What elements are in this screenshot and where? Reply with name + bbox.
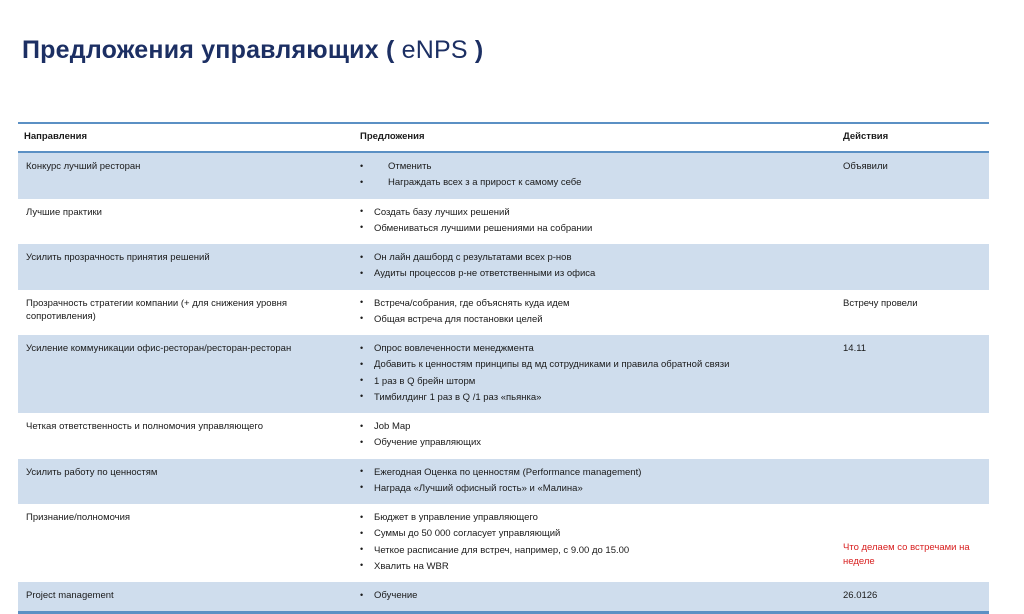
title-enps: eNPS [394,36,468,64]
table-row [18,413,989,459]
table-row [18,244,989,290]
column-header-directions: Направления [18,123,348,152]
action-text: Встречу провели [843,297,918,309]
proposal-bullet-item: • Общая встреча для постановки целей [360,313,827,327]
action-text: 14.11 [843,343,867,354]
cell-direction: Четкая ответственность и полномочия управляющего [18,413,348,459]
action-text-highlighted: Что делаем со встречами на неделе [843,542,970,568]
column-header-actions: Действия [833,123,989,152]
proposal-bullet-item: • Создать базу лучших решений [360,206,827,220]
proposals-table [18,122,989,614]
cell-direction: Лучшие практики [18,199,348,245]
cell-proposals [348,199,833,245]
cell-action [833,504,989,582]
proposal-bullet-item: • Опрос вовлеченности менеджмента [360,342,827,356]
proposal-bullet-item: • Награда «Лучший офисный гость» и «Малина» [360,482,827,496]
proposal-bullet-item: • Хвалить на WBR [360,560,827,574]
table-row [18,582,989,613]
cell-proposals [348,582,833,613]
proposal-bullet-item: • Ежегодная Оценка по ценностям (Performance management) [360,466,827,480]
cell-proposals [348,413,833,459]
cell-action [833,582,989,613]
cell-action [833,335,989,413]
title-main: Предложения управляющих ( [22,36,395,64]
cell-proposals [348,459,833,505]
table-header-row [18,123,989,152]
table-header [18,123,989,152]
proposal-bullet-item: • Он лайн дашборд с результатами всех р-нов [360,251,827,265]
action-text: Объявили [843,161,888,172]
table-row [18,199,989,245]
proposal-bullet-list [360,251,827,282]
cell-action [833,152,989,199]
proposal-bullet-list [360,206,827,237]
proposal-bullet-list [360,466,827,497]
cell-direction: Признание/полномочия [18,504,348,582]
proposal-bullet-list [360,420,827,451]
cell-proposals [348,335,833,413]
cell-action [833,459,989,505]
table-row [18,152,989,199]
proposal-bullet-list [360,297,827,328]
proposal-bullet-list [360,511,827,574]
table-row [18,504,989,582]
cell-direction: Усилить прозрачность принятия решений [18,244,348,290]
cell-direction: Усилить работу по ценностям [18,459,348,505]
proposal-bullet-item: • Обмениваться лучшими решениями на собрании [360,222,827,236]
column-header-proposals: Предложения [348,123,833,152]
page-title [22,36,982,65]
table-row [18,290,989,336]
cell-direction: Project management [18,582,348,613]
title-close-paren: ) [467,36,484,64]
cell-proposals [348,244,833,290]
proposal-bullet-item: • Добавить к ценностям принципы вд мд сотрудниками и правила обратной связи [360,358,827,372]
cell-direction: Усиление коммуникации офис-ресторан/ресторан-ресторан [18,335,348,413]
title-text [22,36,982,65]
cell-action [833,244,989,290]
cell-proposals [348,152,833,199]
table-body [18,152,989,613]
cell-action [833,290,989,336]
proposal-bullet-list [360,342,827,405]
proposal-bullet-item: • Обучение [360,589,827,603]
proposal-bullet-item: • Job Map [360,420,827,434]
proposals-table-wrapper [18,122,989,614]
proposal-bullet-item: • Аудиты процессов р-не ответственными из офиса [360,267,827,281]
action-text: 26.0126 [843,590,878,601]
proposal-bullet-item: • Тимбилдинг 1 раз в Q /1 раз «пьянка» [360,391,827,405]
proposal-bullet-item: • Награждать всех з а прирост к самому себе [360,176,827,190]
action-spacer [843,511,983,541]
proposal-bullet-item: • Обучение управляющих [360,436,827,450]
cell-action [833,413,989,459]
proposal-bullet-item: • Бюджет в управление управляющего [360,511,827,525]
cell-proposals [348,290,833,336]
proposal-bullet-list [360,589,827,603]
cell-direction: Конкурс лучший ресторан [18,152,348,199]
proposal-bullet-item: • 1 раз в Q брейн шторм [360,375,827,389]
table-row [18,335,989,413]
cell-direction: Прозрачность стратегии компании (+ для снижения уровня сопротивления) [18,290,348,336]
table-row [18,459,989,505]
proposal-bullet-item: • Отменить [360,160,827,174]
proposal-bullet-item: • Четкое расписание для встреч, например, с 9.00 до 15.00 [360,544,827,558]
cell-action [833,199,989,245]
proposal-bullet-item: • Суммы до 50 000 согласует управляющий [360,527,827,541]
proposal-bullet-list [360,160,827,191]
cell-proposals [348,504,833,582]
proposal-bullet-item: • Встреча/собрания, где объяснять куда идем [360,297,827,311]
